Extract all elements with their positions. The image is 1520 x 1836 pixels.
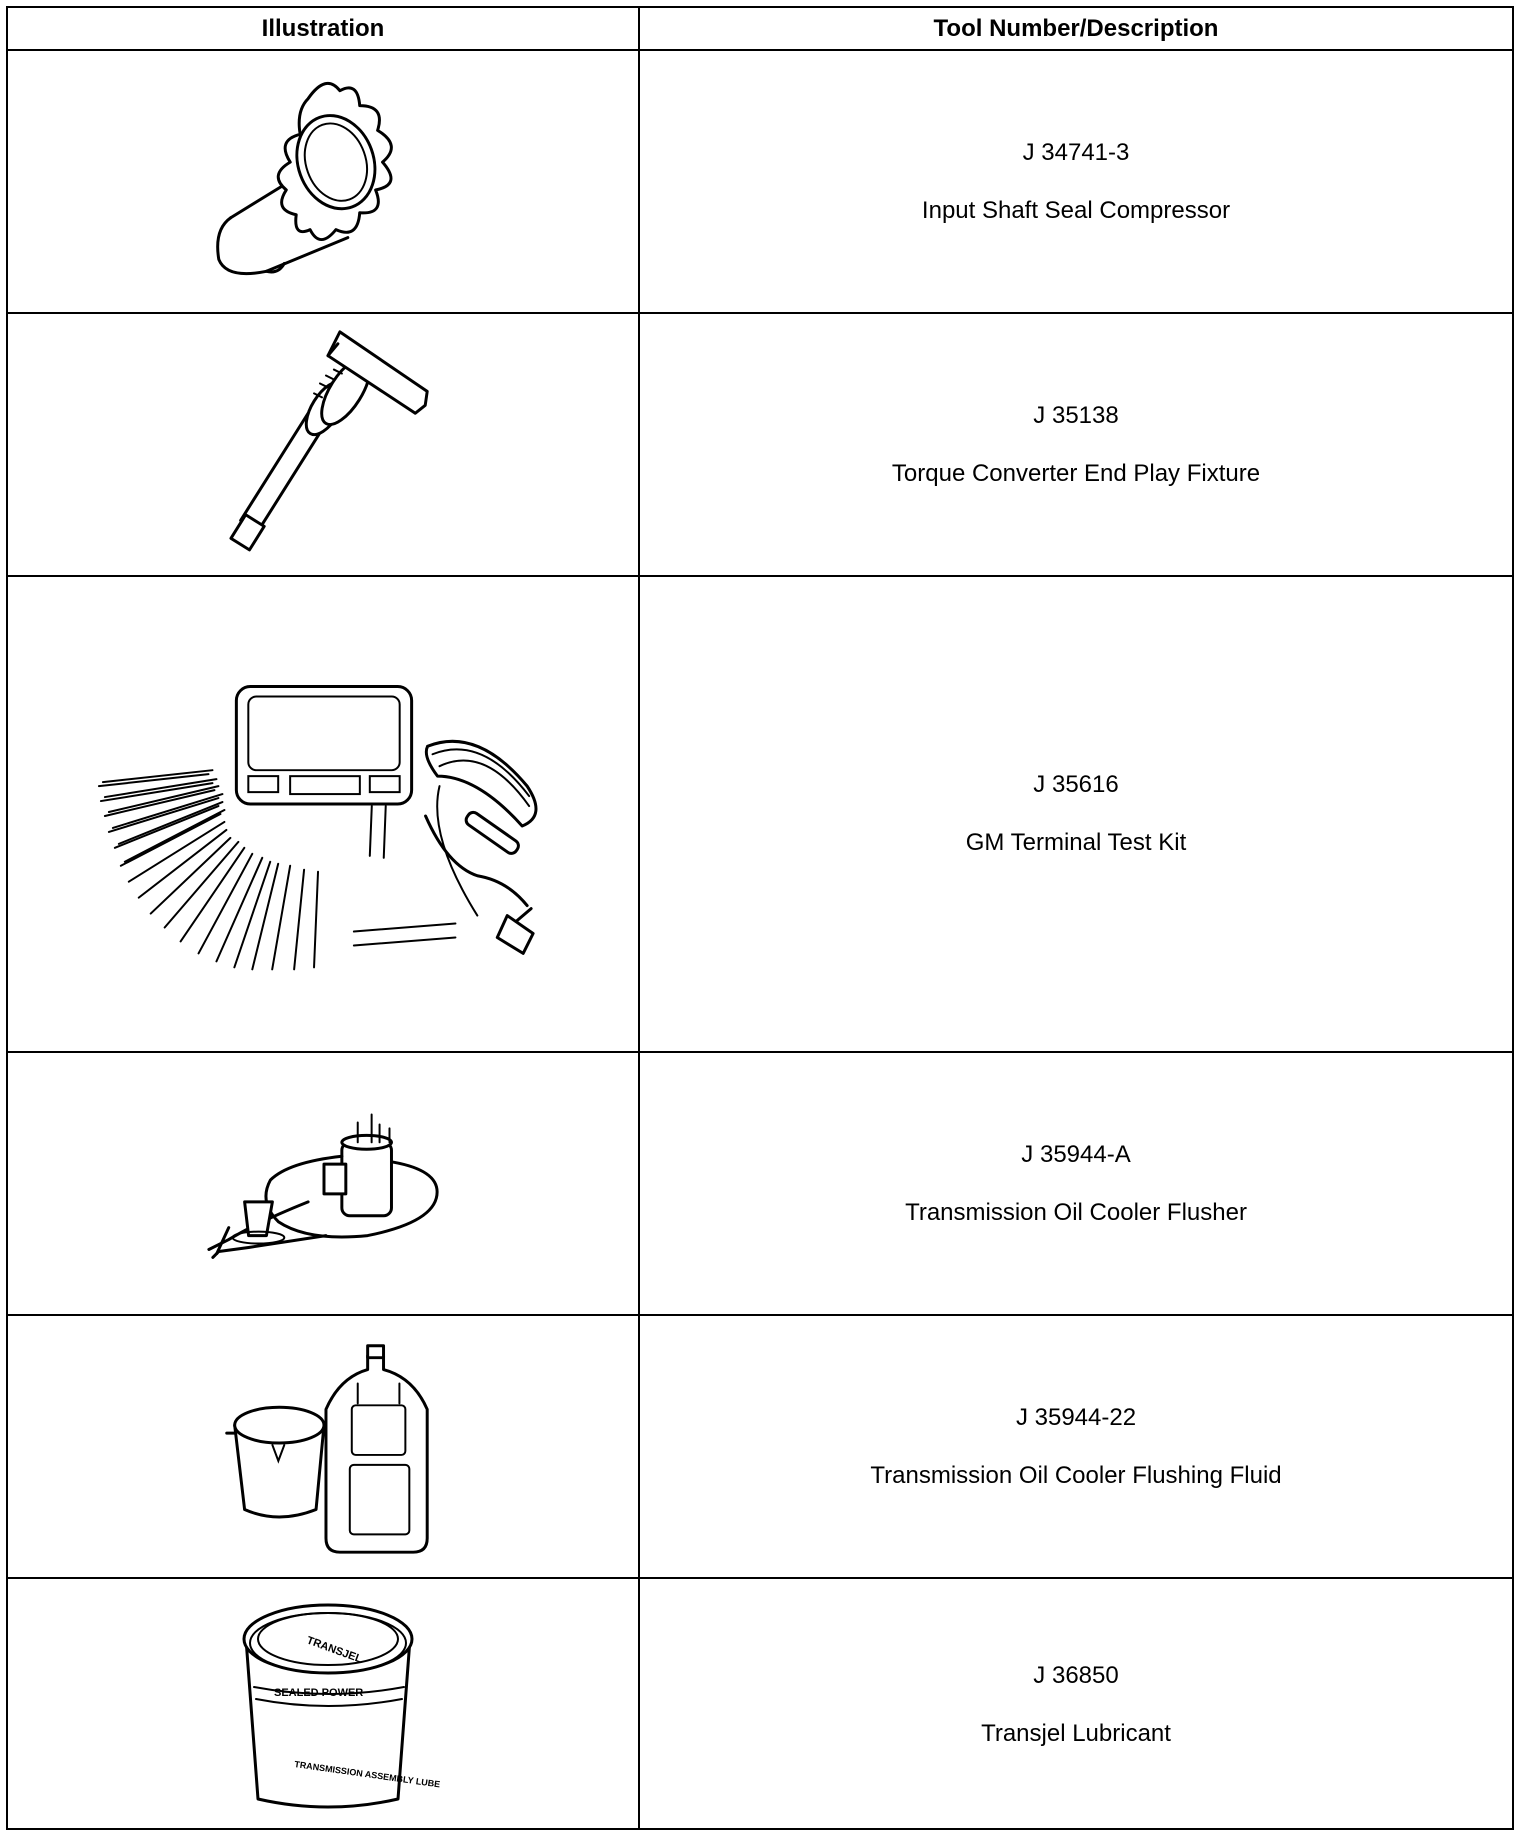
cooler-flusher-icon [8,1053,638,1314]
table-header [8,8,1512,51]
table-row [8,1579,1512,1830]
tub-label-band: SEALED POWER [274,1687,364,1699]
tub-label-bottom: TRANSMISSION ASSEMBLY LUBE [293,1759,441,1790]
tool-description: Transmission Oil Cooler Flushing Fluid [870,1461,1282,1489]
flushing-fluid-icon [8,1316,638,1577]
tool-description: Torque Converter End Play Fixture [891,459,1261,487]
tub-label-top: TRANSJEL [304,1634,364,1666]
tool-description: Input Shaft Seal Compressor [921,196,1231,224]
seal-compressor-icon [8,51,638,312]
header-illustration: Illustration [261,14,385,42]
tool-number: J 35944-22 [1015,1403,1137,1431]
end-play-fixture-icon [8,314,638,575]
tools-table [6,6,1514,1830]
table-row [8,577,1512,1053]
table-row [8,314,1512,577]
header-tool-number: Tool Number/Description [933,14,1219,42]
tool-description: Transmission Oil Cooler Flusher [905,1198,1247,1226]
tool-number: J 34741-3 [1022,138,1130,166]
tool-description: Transjel Lubricant [981,1719,1171,1747]
tool-number: J 35616 [1033,771,1119,798]
terminal-test-kit-icon [8,577,638,1051]
lubricant-tub-icon [8,1579,638,1830]
tool-number: J 36850 [1033,1661,1119,1689]
tool-number: J 35944-A [1021,1140,1131,1168]
table-row [8,51,1512,314]
table-row [8,1053,1512,1316]
tool-description: GM Terminal Test Kit [965,829,1187,856]
tool-number: J 35138 [1033,401,1119,429]
table-row [8,1316,1512,1579]
